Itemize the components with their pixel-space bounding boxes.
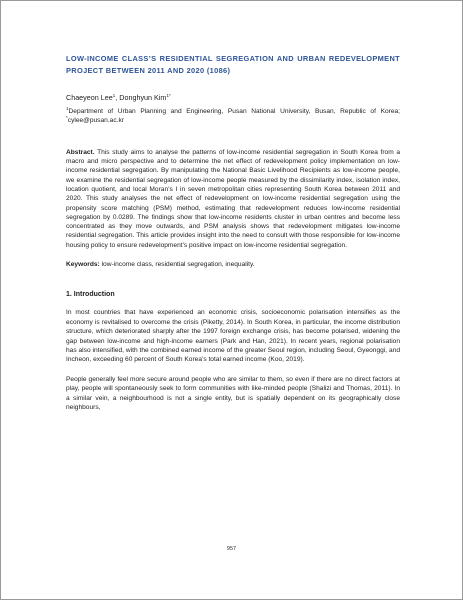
- affiliation-mark: 1: [66, 106, 69, 111]
- body-paragraph: In most countries that have experienced an economic crisis, socioeconomic polarisation intensifies as the economy is revitalised to overcome the crisis (Piketty, 2014). In South Korea, in particular, the income distribution structure, which deteriorated sharply after the 1997 foreign exchange crisis, has become polarised, widening the gap between low-income and high-income earners (Park and Han, 2021). In recent years, regional polarisation has also intensified, with the combined earned income of the greater Seoul region, including Seoul, Gyeonggi, and Incheon, exceeding 60 percent of South Korea’s total earned income (Koo, 2019).: [66, 309, 400, 364]
- email-mark: *: [66, 115, 68, 121]
- author-name: Chaeyeon Lee: [66, 93, 113, 102]
- section-heading: 1. Introduction: [66, 291, 115, 299]
- body-paragraph: People generally feel more secure around people who are similar to them, so even if there are no direct factors at play, people will spontaneously seek to form communities with like-minded people (Shalizi and Thomas, 2011). In a similar vein, a neighbourhood is not a single entity, but is spatially dependent on its geographically close neighbours,: [66, 375, 400, 412]
- author-name: Donghyun Kim: [119, 93, 167, 102]
- affiliation: [66, 107, 400, 126]
- author-affiliation-mark: 1: [112, 93, 116, 98]
- keywords-label: Keywords:: [66, 261, 100, 269]
- abstract: [66, 148, 400, 250]
- abstract-text: This study aims to analyse the patterns of low-income residential segregation in South Korea from a macro and micro perspective and to determine the net effect of redevelopment policy implementation on low-income residential segregation. By manipulating the National Basic Livelihood Recipients as low-income people, we examine the residential segregation of low-income people measured by the dissimilarity index, isolation index, location quotient, and local Moran’s I in seven metropolitan cities representing South Korea between 2011 and 2020. This study analyses the net effect of redevelopment on low-income residential segregation using the propensity score matching (PSM) method, estimating that redevelopment reduces low-income residential segregation by 0.0289. The findings show that low-income residents cluster in urban centres and become less concentrated as they move outwards, and PSM analysis shows that redevelopment mitigates low-income residential segregation. This article provides insight into the need to consult with those responsible for low-income housing policy to ensure redevelopment’s positive impact on low-income residential segregation.: [66, 148, 400, 249]
- corresponding-email: cylee@pusan.ac.kr: [67, 117, 124, 125]
- page-content: [66, 53, 400, 412]
- author-line: [66, 93, 400, 103]
- affiliation-text: Department of Urban Planning and Engineering, Pusan National University, Busan, Republic of Korea;: [68, 108, 400, 115]
- keywords: [66, 260, 400, 269]
- author-separator: ,: [115, 93, 120, 102]
- abstract-label: Abstract.: [66, 148, 95, 156]
- keywords-text: low-income class, residential segregation, inequality.: [101, 261, 255, 269]
- page-number: 957: [226, 546, 237, 552]
- author-affiliation-mark: 1*: [166, 93, 171, 98]
- paper-title: LOW-INCOME CLASS’S RESIDENTIAL SEGREGATION AND URBAN REDEVELOPMENT PROJECT BETWEEN 2011 AND 2020 (1086): [66, 54, 400, 75]
